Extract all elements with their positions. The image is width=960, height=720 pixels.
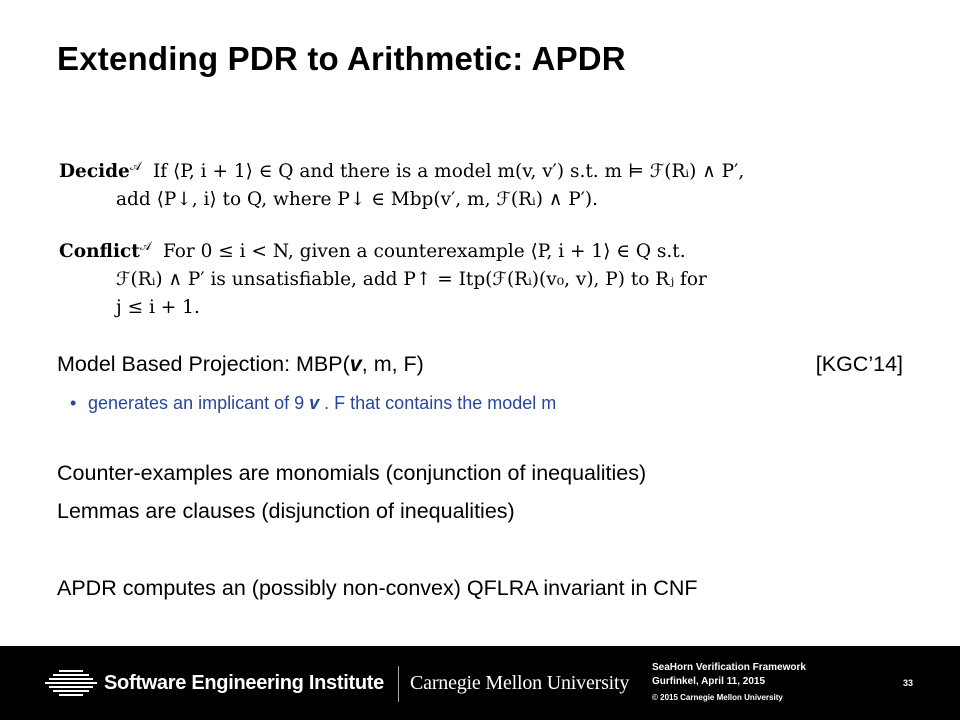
decide-rule <box>59 152 744 214</box>
bullet-suffix: . F that contains the model m <box>319 393 557 413</box>
footer-author-date: Gurfinkel, April 11, 2015 <box>652 676 766 687</box>
decide-line-1: If ⟨P, i + 1⟩ ∈ Q and there is a model m(v, v′) s.t. m ⊨ ℱ(Rᵢ) ∧ P′, <box>152 161 745 183</box>
body-line-counterexamples: Counter-examples are monomials (conjunction of inequalities) <box>57 461 647 485</box>
conflict-rule-sup: 𝒜 <box>139 239 152 253</box>
conflict-line-1: For 0 ≤ i < N, given a counterexample ⟨P, i + 1⟩ ∈ Q s.t. <box>162 241 686 263</box>
citation: [KGC’14] <box>815 352 903 376</box>
decide-rule-name: Decide <box>59 161 130 183</box>
footer-divider <box>398 666 399 702</box>
bullet-dot: • <box>70 393 77 413</box>
decide-rule-sup: 𝒜 <box>129 159 142 173</box>
decide-line-2: add ⟨P↓, i⟩ to Q, where P↓ ∈ Mbp(v′, m, ℱ(Rᵢ) ∧ P′). <box>116 189 599 211</box>
mbp-prefix: Model Based Projection: MBP( <box>57 352 350 376</box>
body-line-lemmas: Lemmas are clauses (disjunction of inequalities) <box>57 499 515 523</box>
footer-copyright: © 2015 Carnegie Mellon University <box>652 693 783 702</box>
bullet-item <box>70 393 556 414</box>
slide-title: Extending PDR to Arithmetic: APDR <box>57 40 626 77</box>
conflict-line-3: j ≤ i + 1. <box>116 297 200 319</box>
body-line-apdr: APDR computes an (possibly non-convex) QFLRA invariant in CNF <box>57 576 698 600</box>
mbp-v: v <box>349 352 362 376</box>
mbp-line <box>57 352 424 377</box>
mbp-suffix: , m, F) <box>361 352 424 376</box>
page-number: 33 <box>903 678 914 688</box>
bullet-prefix: generates an implicant of 9 <box>88 393 310 413</box>
institute-name: Software Engineering Institute <box>104 672 384 694</box>
footer-framework: SeaHorn Verification Framework <box>652 662 806 673</box>
conflict-rule <box>59 232 707 322</box>
conflict-rule-name: Conflict <box>59 241 140 263</box>
university-name: Carnegie Mellon University <box>410 672 630 694</box>
sei-logo-icon <box>45 669 97 697</box>
footer-bar <box>0 646 960 720</box>
conflict-line-2: ℱ(Rᵢ) ∧ P′ is unsatisfiable, add P↑ = Itp(ℱ(Rᵢ)(v₀, v), P) to Rⱼ for <box>116 269 707 291</box>
bullet-v: v <box>309 393 320 413</box>
